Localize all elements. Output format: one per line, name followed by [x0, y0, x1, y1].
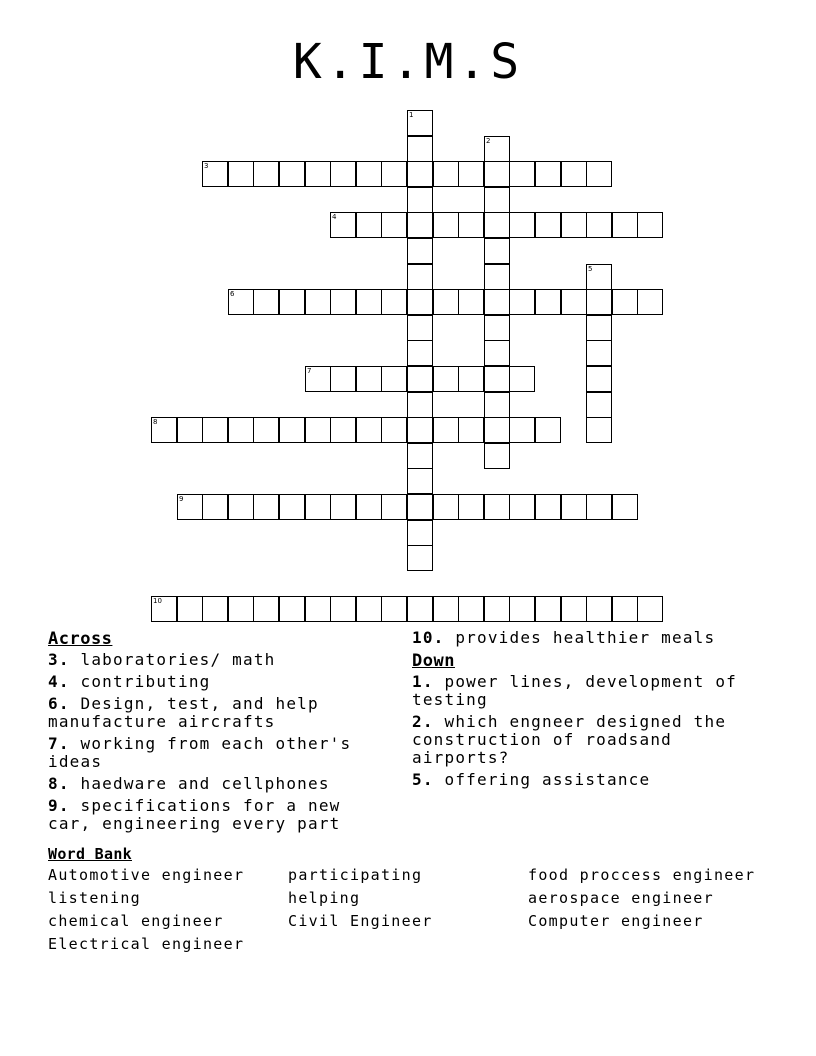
- word-bank-item: helping: [288, 889, 361, 907]
- grid-cell[interactable]: [202, 161, 228, 187]
- word-bank: [48, 845, 788, 953]
- grid-cell[interactable]: [612, 289, 638, 315]
- down-clue-5: [412, 771, 772, 789]
- cell-number: 3: [204, 162, 209, 170]
- grid-cell[interactable]: [484, 161, 510, 187]
- grid-cell[interactable]: [535, 494, 561, 520]
- clue-text: provides healthier meals: [455, 628, 716, 647]
- grid-cell[interactable]: [253, 417, 279, 443]
- down-clue-2: [412, 713, 772, 767]
- grid-cell[interactable]: [305, 596, 331, 622]
- cell-number: 9: [179, 495, 184, 503]
- grid-cell[interactable]: [407, 110, 433, 136]
- grid-cell[interactable]: [407, 596, 433, 622]
- grid-cell[interactable]: [381, 161, 407, 187]
- grid-cell[interactable]: [561, 494, 587, 520]
- grid-cell[interactable]: [535, 212, 561, 238]
- grid-cell[interactable]: [305, 417, 331, 443]
- grid-cell[interactable]: [407, 264, 433, 290]
- grid-cell[interactable]: [407, 340, 433, 366]
- grid-cell[interactable]: [458, 494, 484, 520]
- grid-cell[interactable]: [535, 289, 561, 315]
- grid-cell[interactable]: [407, 315, 433, 341]
- grid-cell[interactable]: [561, 596, 587, 622]
- grid-cell[interactable]: [381, 494, 407, 520]
- grid-cell[interactable]: [381, 212, 407, 238]
- clues-right-column: [412, 629, 772, 793]
- grid-cell[interactable]: [458, 161, 484, 187]
- across-clue-3: [48, 651, 388, 669]
- grid-cell[interactable]: [202, 417, 228, 443]
- grid-cell[interactable]: [253, 161, 279, 187]
- grid-cell[interactable]: [253, 596, 279, 622]
- grid-cell[interactable]: [484, 212, 510, 238]
- grid-cell[interactable]: [433, 366, 459, 392]
- clue-number: 4.: [48, 672, 70, 691]
- clue-text: specifications for a new car, engineering every part: [48, 796, 341, 833]
- word-bank-item: Civil Engineer: [288, 912, 433, 930]
- grid-cell[interactable]: [484, 417, 510, 443]
- grid-cell[interactable]: [228, 161, 254, 187]
- clue-text: offering assistance: [444, 770, 651, 789]
- grid-cell[interactable]: [484, 366, 510, 392]
- across-clue-10: [412, 629, 772, 647]
- clues-left-column: [48, 629, 388, 837]
- grid-cell[interactable]: [586, 161, 612, 187]
- grid-cell[interactable]: [381, 417, 407, 443]
- clue-text: haedware and cellphones: [80, 774, 330, 793]
- grid-cell[interactable]: [330, 596, 356, 622]
- grid-cell[interactable]: [509, 494, 535, 520]
- grid-cell[interactable]: [458, 596, 484, 622]
- grid-cell[interactable]: [561, 212, 587, 238]
- grid-cell[interactable]: [279, 494, 305, 520]
- grid-cell[interactable]: [177, 494, 203, 520]
- grid-cell[interactable]: [356, 289, 382, 315]
- clue-number: 2.: [412, 712, 434, 731]
- across-clue-9: [48, 797, 388, 833]
- across-clue-4: [48, 673, 388, 691]
- grid-cell[interactable]: [356, 212, 382, 238]
- word-bank-item: chemical engineer: [48, 912, 224, 930]
- cell-number: 7: [307, 367, 312, 375]
- grid-cell[interactable]: [586, 392, 612, 418]
- grid-cell[interactable]: [356, 494, 382, 520]
- across-clue-7: [48, 735, 388, 771]
- grid-cell[interactable]: [586, 494, 612, 520]
- grid-cell[interactable]: [433, 289, 459, 315]
- grid-cell[interactable]: [561, 289, 587, 315]
- page-title: K.I.M.S: [292, 34, 524, 90]
- grid-cell[interactable]: [407, 468, 433, 494]
- grid-cell[interactable]: [202, 596, 228, 622]
- grid-cell[interactable]: [330, 494, 356, 520]
- grid-cell[interactable]: [458, 212, 484, 238]
- grid-cell[interactable]: [612, 212, 638, 238]
- grid-cell[interactable]: [279, 596, 305, 622]
- cell-number: 5: [588, 265, 593, 273]
- grid-cell[interactable]: [535, 596, 561, 622]
- grid-cell[interactable]: [279, 161, 305, 187]
- clue-number: 7.: [48, 734, 70, 753]
- grid-cell[interactable]: [458, 417, 484, 443]
- grid-cell[interactable]: [407, 443, 433, 469]
- cell-number: 8: [153, 418, 158, 426]
- clue-number: 6.: [48, 694, 70, 713]
- word-bank-item: Electrical engineer: [48, 935, 245, 953]
- grid-cell[interactable]: [381, 366, 407, 392]
- word-bank-item: participating: [288, 866, 423, 884]
- grid-cell[interactable]: [458, 366, 484, 392]
- grid-cell[interactable]: [305, 289, 331, 315]
- grid-cell[interactable]: [151, 417, 177, 443]
- grid-cell[interactable]: [637, 212, 663, 238]
- clue-text: working from each other's ideas: [48, 734, 352, 771]
- cell-number: 6: [230, 290, 235, 298]
- grid-cell[interactable]: [509, 366, 535, 392]
- across-clue-6: [48, 695, 388, 731]
- grid-cell[interactable]: [305, 161, 331, 187]
- grid-cell[interactable]: [407, 366, 433, 392]
- grid-cell[interactable]: [509, 212, 535, 238]
- grid-cell[interactable]: [586, 417, 612, 443]
- clue-text: power lines, development of testing: [412, 672, 738, 709]
- grid-cell[interactable]: [305, 494, 331, 520]
- grid-cell[interactable]: [407, 238, 433, 264]
- clue-text: laboratories/ math: [80, 650, 276, 669]
- grid-cell[interactable]: [561, 161, 587, 187]
- word-bank-item: Computer engineer: [528, 912, 704, 930]
- grid-cell[interactable]: [637, 289, 663, 315]
- cell-number: 10: [153, 597, 162, 605]
- grid-cell[interactable]: [330, 161, 356, 187]
- grid-cell[interactable]: [637, 596, 663, 622]
- grid-cell[interactable]: [279, 417, 305, 443]
- grid-cell[interactable]: [535, 417, 561, 443]
- grid-cell[interactable]: [433, 212, 459, 238]
- grid-cell[interactable]: [253, 494, 279, 520]
- grid-cell[interactable]: [407, 136, 433, 162]
- cell-number: 4: [332, 213, 337, 221]
- clue-text: Design, test, and help manufacture aircrafts: [48, 694, 319, 731]
- grid-cell[interactable]: [381, 596, 407, 622]
- across-clue-8: [48, 775, 388, 793]
- grid-cell[interactable]: [407, 494, 433, 520]
- clue-text: which engneer designed the construction of roadsand airports?: [412, 712, 727, 767]
- grid-cell[interactable]: [484, 136, 510, 162]
- word-bank-item: listening: [48, 889, 141, 907]
- grid-cell[interactable]: [484, 187, 510, 213]
- down-heading: Down: [412, 651, 455, 671]
- grid-cell[interactable]: [356, 161, 382, 187]
- grid-cell[interactable]: [228, 289, 254, 315]
- grid-cell[interactable]: [509, 161, 535, 187]
- grid-cell[interactable]: [458, 289, 484, 315]
- down-clue-1: [412, 673, 772, 709]
- grid-cell[interactable]: [484, 238, 510, 264]
- grid-cell[interactable]: [356, 417, 382, 443]
- clue-number: 1.: [412, 672, 434, 691]
- grid-cell[interactable]: [484, 340, 510, 366]
- grid-cell[interactable]: [586, 264, 612, 290]
- grid-cell[interactable]: [407, 161, 433, 187]
- across-heading: Across: [48, 629, 113, 649]
- grid-cell[interactable]: [407, 545, 433, 571]
- grid-cell[interactable]: [484, 289, 510, 315]
- grid-cell[interactable]: [356, 366, 382, 392]
- grid-cell[interactable]: [433, 161, 459, 187]
- word-bank-item: food proccess engineer: [528, 866, 756, 884]
- grid-cell[interactable]: [407, 417, 433, 443]
- clue-number: 8.: [48, 774, 70, 793]
- grid-cell[interactable]: [330, 366, 356, 392]
- clue-text: contributing: [80, 672, 211, 691]
- clue-number: 10.: [412, 628, 445, 647]
- grid-cell[interactable]: [177, 417, 203, 443]
- grid-cell[interactable]: [407, 392, 433, 418]
- grid-cell[interactable]: [612, 494, 638, 520]
- clue-number: 3.: [48, 650, 70, 669]
- grid-cell[interactable]: [228, 596, 254, 622]
- grid-cell[interactable]: [509, 596, 535, 622]
- clue-number: 9.: [48, 796, 70, 815]
- grid-cell[interactable]: [586, 315, 612, 341]
- word-bank-item: aerospace engineer: [528, 889, 714, 907]
- grid-cell[interactable]: [535, 161, 561, 187]
- grid-cell[interactable]: [228, 417, 254, 443]
- grid-cell[interactable]: [484, 596, 510, 622]
- cell-number: 1: [409, 111, 414, 119]
- clue-number: 5.: [412, 770, 434, 789]
- word-bank-heading: Word Bank: [48, 845, 132, 863]
- grid-cell[interactable]: [586, 289, 612, 315]
- grid-cell[interactable]: [586, 212, 612, 238]
- grid-cell[interactable]: [407, 520, 433, 546]
- grid-cell[interactable]: [356, 596, 382, 622]
- grid-cell[interactable]: [484, 443, 510, 469]
- grid-cell[interactable]: [433, 596, 459, 622]
- grid-cell[interactable]: [305, 366, 331, 392]
- word-bank-item: Automotive engineer: [48, 866, 245, 884]
- grid-cell[interactable]: [433, 417, 459, 443]
- grid-cell[interactable]: [586, 366, 612, 392]
- grid-cell[interactable]: [586, 596, 612, 622]
- cell-number: 2: [486, 137, 491, 145]
- grid-cell[interactable]: [509, 289, 535, 315]
- grid-cell[interactable]: [484, 264, 510, 290]
- grid-cell[interactable]: [151, 596, 177, 622]
- grid-cell[interactable]: [381, 289, 407, 315]
- grid-cell[interactable]: [484, 392, 510, 418]
- word-bank-list: [48, 866, 788, 953]
- grid-cell[interactable]: [253, 289, 279, 315]
- grid-cell[interactable]: [177, 596, 203, 622]
- grid-cell[interactable]: [330, 289, 356, 315]
- grid-cell[interactable]: [202, 494, 228, 520]
- grid-cell[interactable]: [330, 212, 356, 238]
- grid-cell[interactable]: [279, 289, 305, 315]
- grid-cell[interactable]: [484, 315, 510, 341]
- grid-cell[interactable]: [612, 596, 638, 622]
- grid-cell[interactable]: [509, 417, 535, 443]
- grid-cell[interactable]: [228, 494, 254, 520]
- grid-cell[interactable]: [433, 494, 459, 520]
- grid-cell[interactable]: [330, 417, 356, 443]
- grid-cell[interactable]: [484, 494, 510, 520]
- grid-cell[interactable]: [407, 212, 433, 238]
- grid-cell[interactable]: [407, 289, 433, 315]
- grid-cell[interactable]: [586, 340, 612, 366]
- grid-cell[interactable]: [407, 187, 433, 213]
